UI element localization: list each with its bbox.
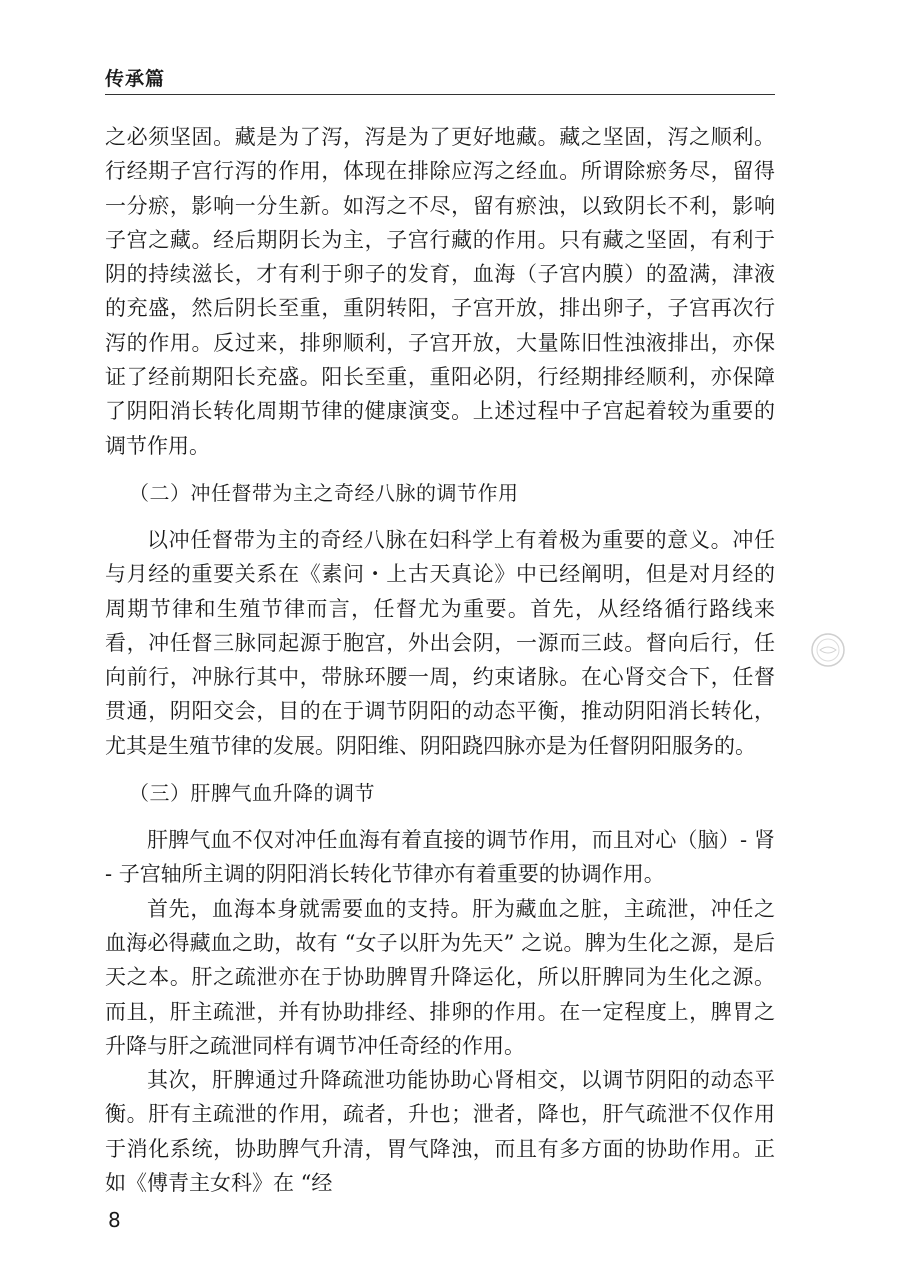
paragraph: 以冲任督带为主的奇经八脉在妇科学上有着极为重要的意义。冲任与月经的重要关系在《素问・上古天真论》中已经阐明，但是对月经的周期节律和生殖节律而言，任督尤为重要。首先，从经络循行路线来看，冲任督三脉同起源于胞宫，外出会阴，一源而三歧。督向后行，任向前行，冲脉行其中，带脉环腰一周，约束诸脉。在心肾交合下，任督贯通，阴阳交会，目的在于调节阴阳的动态平衡，推动阴阳消长转化，尤其是生殖节律的发展。阴阳维、阴阳跷四脉亦是为任督阴阳服务的。 <box>105 527 775 758</box>
section-heading: （二）冲任督带为主之奇经八脉的调节作用 <box>129 480 519 505</box>
paragraph: 之必须坚固。藏是为了泻，泻是为了更好地藏。藏之坚固，泻之顺利。行经期子宫行泻的作用，体现在排除应泻之经血。所谓除瘀务尽，留得一分瘀，影响一分生新。如泻之不尽，留有瘀浊，以致阴长不利，影响子宫之藏。经后期阴长为主，子宫行藏的作用。只有藏之坚固，有利于阴的持续滋长，才有利于卵子的发育，血海（子宫内膜）的盈满，津液的充盛，然后阴长至重，重阴转阳，子宫开放，排出卵子，子宫再次行泻的作用。反过来，排卵顺利，子宫开放，大量陈旧性浊液排出，亦保证了经前期阳长充盛。阳长至重，重阳必阴，行经期排经顺利，亦保障了阴阳消长转化周期节律的健康演变。上述过程中子宫起着较为重要的调节作用。 <box>105 125 775 458</box>
paragraph: 肝脾气血不仅对冲任血海有着直接的调节作用，而且对心（脑）- 肾 - 子宫轴所主调的阴阳消长转化节律亦有着重要的协调作用。 <box>105 828 775 887</box>
section-heading: （三）肝脾气血升降的调节 <box>129 781 375 806</box>
paragraph: 其次，肝脾通过升降疏泄功能协助心肾相交，以调节阴阳的动态平衡。肝有主疏泄的作用，疏者，升也；泄者，降也，肝气疏泄不仅作用于消化系统，协助脾气升清，胃气降浊，而且有多方面的协助作用。正如《傅青主女科》在 “经 <box>105 1068 775 1196</box>
paragraph: 首先，血海本身就需要血的支持。肝为藏血之脏，主疏泄，冲任之血海必得藏血之助，故有 “女子以肝为先天” 之说。脾为生化之源，是后天之本。肝之疏泄亦在于协助脾胃升降运化，所以肝脾同为生化之源。而且，肝主疏泄，并有协助排经、排卵的作用。在一定程度上，脾胃之升降与肝之疏泄同样有调节冲任奇经的作用。 <box>105 896 775 1058</box>
header-title: 传承篇 <box>105 68 166 90</box>
page-body <box>105 120 775 1200</box>
page-number: 8 <box>108 1208 121 1232</box>
running-header <box>105 62 775 95</box>
circular-stamp-icon <box>810 632 846 668</box>
